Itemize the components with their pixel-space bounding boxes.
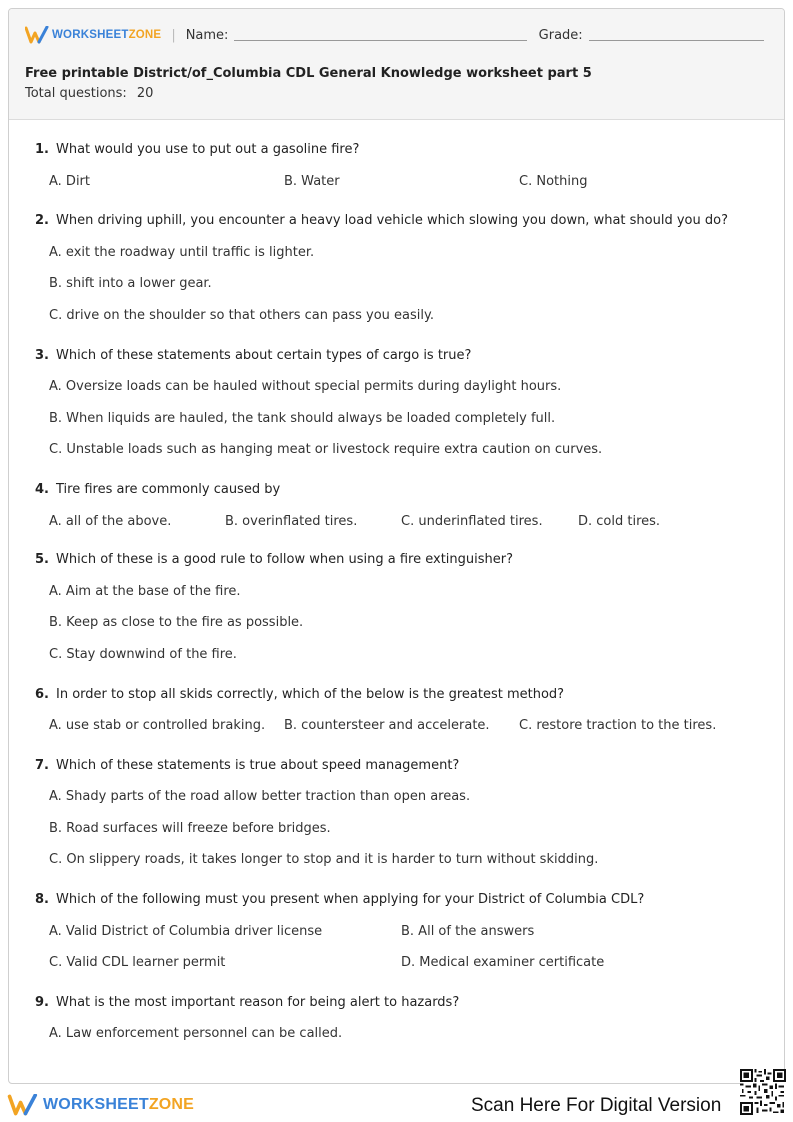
question-1 (29, 142, 769, 189)
answer-option[interactable]: B. Keep as close to the fire as possible. (49, 615, 304, 630)
question-text: When driving uphill, you encounter a heavy load vehicle which slowing you down, what should you do? (56, 213, 728, 228)
answer-option[interactable]: B. overinflated tires. (225, 514, 358, 529)
total-questions (25, 86, 153, 101)
question-5 (29, 552, 769, 662)
grade-label: Grade: (538, 27, 583, 43)
question-number: 7. (35, 758, 49, 773)
question-number: 3. (35, 348, 49, 363)
question-stem (29, 213, 769, 228)
question-number: 5. (35, 552, 49, 567)
question-number: 9. (35, 995, 49, 1010)
answer-option[interactable]: D. Medical examiner certificate (401, 955, 605, 970)
answer-option[interactable]: A. Aim at the base of the fire. (49, 584, 241, 599)
question-2 (29, 213, 769, 323)
question-stem (29, 482, 769, 497)
scan-text: Scan Here For Digital Version (471, 1095, 722, 1116)
answer-option[interactable]: A. all of the above. (49, 514, 172, 529)
answer-option[interactable]: A. Oversize loads can be hauled without special permits during daylight hours. (49, 379, 562, 394)
question-6 (29, 687, 769, 733)
question-4 (29, 482, 769, 529)
answer-option[interactable]: A. use stab or controlled braking. (49, 718, 266, 733)
answer-option[interactable]: A. Dirt (49, 174, 90, 189)
grade-field[interactable] (589, 29, 764, 41)
answer-option[interactable]: B. countersteer and accelerate. (284, 718, 490, 733)
total-questions-value: 20 (136, 86, 154, 101)
answer-option[interactable]: B. shift into a lower gear. (49, 276, 212, 291)
question-7 (29, 758, 769, 867)
question-stem (29, 142, 769, 157)
worksheet-header (9, 9, 784, 120)
logo-text (52, 29, 161, 41)
worksheet-sheet (8, 8, 785, 1084)
answer-option[interactable]: B. When liquids are hauled, the tank should always be loaded completely full. (49, 411, 556, 426)
total-questions-label: Total questions: (25, 86, 127, 101)
worksheetzone-logo-icon (7, 1094, 39, 1116)
footer-brand-logo (7, 1094, 194, 1116)
footer-logo-text (43, 1096, 194, 1114)
question-text: Which of these is a good rule to follow when using a fire extinguisher? (56, 552, 513, 567)
qr-code-icon[interactable] (740, 1069, 786, 1115)
answer-option[interactable]: B. All of the answers (401, 924, 535, 939)
question-text: Which of these statements about certain types of cargo is true? (56, 348, 472, 363)
question-text: What would you use to put out a gasoline fire? (56, 142, 360, 157)
question-9 (29, 995, 769, 1041)
name-label: Name: (185, 27, 229, 43)
answer-option[interactable]: C. drive on the shoulder so that others can pass you easily. (49, 308, 434, 323)
answer-option[interactable]: C. restore traction to the tires. (519, 718, 717, 733)
answer-option[interactable]: C. On slippery roads, it takes longer to stop and it is harder to turn without skidding. (49, 852, 599, 867)
question-text: What is the most important reason for being alert to hazards? (56, 995, 460, 1010)
question-stem (29, 348, 769, 363)
answer-option[interactable]: C. underinflated tires. (401, 514, 543, 529)
answer-option[interactable]: D. cold tires. (578, 514, 661, 529)
question-stem (29, 995, 769, 1010)
worksheet-title: Free printable District/of_Columbia CDL General Knowledge worksheet part 5 (25, 66, 592, 81)
question-number: 8. (35, 892, 49, 907)
brand-logo (25, 26, 161, 44)
header-top-row (25, 23, 764, 47)
question-number: 2. (35, 213, 49, 228)
question-number: 4. (35, 482, 49, 497)
answer-option[interactable]: C. Nothing (519, 174, 588, 189)
question-stem (29, 687, 769, 702)
footer-logo-text-zone: ZONE (148, 1096, 195, 1113)
question-number: 1. (35, 142, 49, 157)
page-footer (0, 1086, 793, 1122)
question-number: 6. (35, 687, 49, 702)
answer-option[interactable]: A. exit the roadway until traffic is lighter. (49, 245, 315, 260)
question-text: Which of these statements is true about speed management? (56, 758, 460, 773)
answer-option[interactable]: C. Valid CDL learner permit (49, 955, 226, 970)
answer-option[interactable]: A. Law enforcement personnel can be called. (49, 1026, 343, 1041)
question-stem (29, 892, 769, 907)
name-field[interactable] (234, 29, 526, 41)
footer-logo-text-worksheet: WORKSHEET (43, 1096, 149, 1113)
question-stem (29, 758, 769, 773)
answer-option[interactable]: A. Valid District of Columbia driver license (49, 924, 323, 939)
question-text: Which of the following must you present when applying for your District of Columbia CDL? (56, 892, 645, 907)
answer-option[interactable]: C. Unstable loads such as hanging meat or livestock require extra caution on curves. (49, 442, 603, 457)
answer-option[interactable]: C. Stay downwind of the fire. (49, 647, 237, 662)
logo-text-zone: ZONE (128, 29, 162, 41)
question-text: Tire fires are commonly caused by (56, 482, 281, 497)
question-stem (29, 552, 769, 567)
question-3 (29, 348, 769, 457)
question-text: In order to stop all skids correctly, which of the below is the greatest method? (56, 687, 565, 702)
worksheetzone-logo-icon (25, 26, 49, 44)
answer-option[interactable]: A. Shady parts of the road allow better traction than open areas. (49, 789, 471, 804)
header-separator: | (171, 27, 176, 43)
question-8 (29, 892, 769, 970)
answer-option[interactable]: B. Road surfaces will freeze before bridges. (49, 821, 331, 836)
answer-option[interactable]: B. Water (284, 174, 340, 189)
logo-text-worksheet: WORKSHEET (52, 29, 129, 41)
